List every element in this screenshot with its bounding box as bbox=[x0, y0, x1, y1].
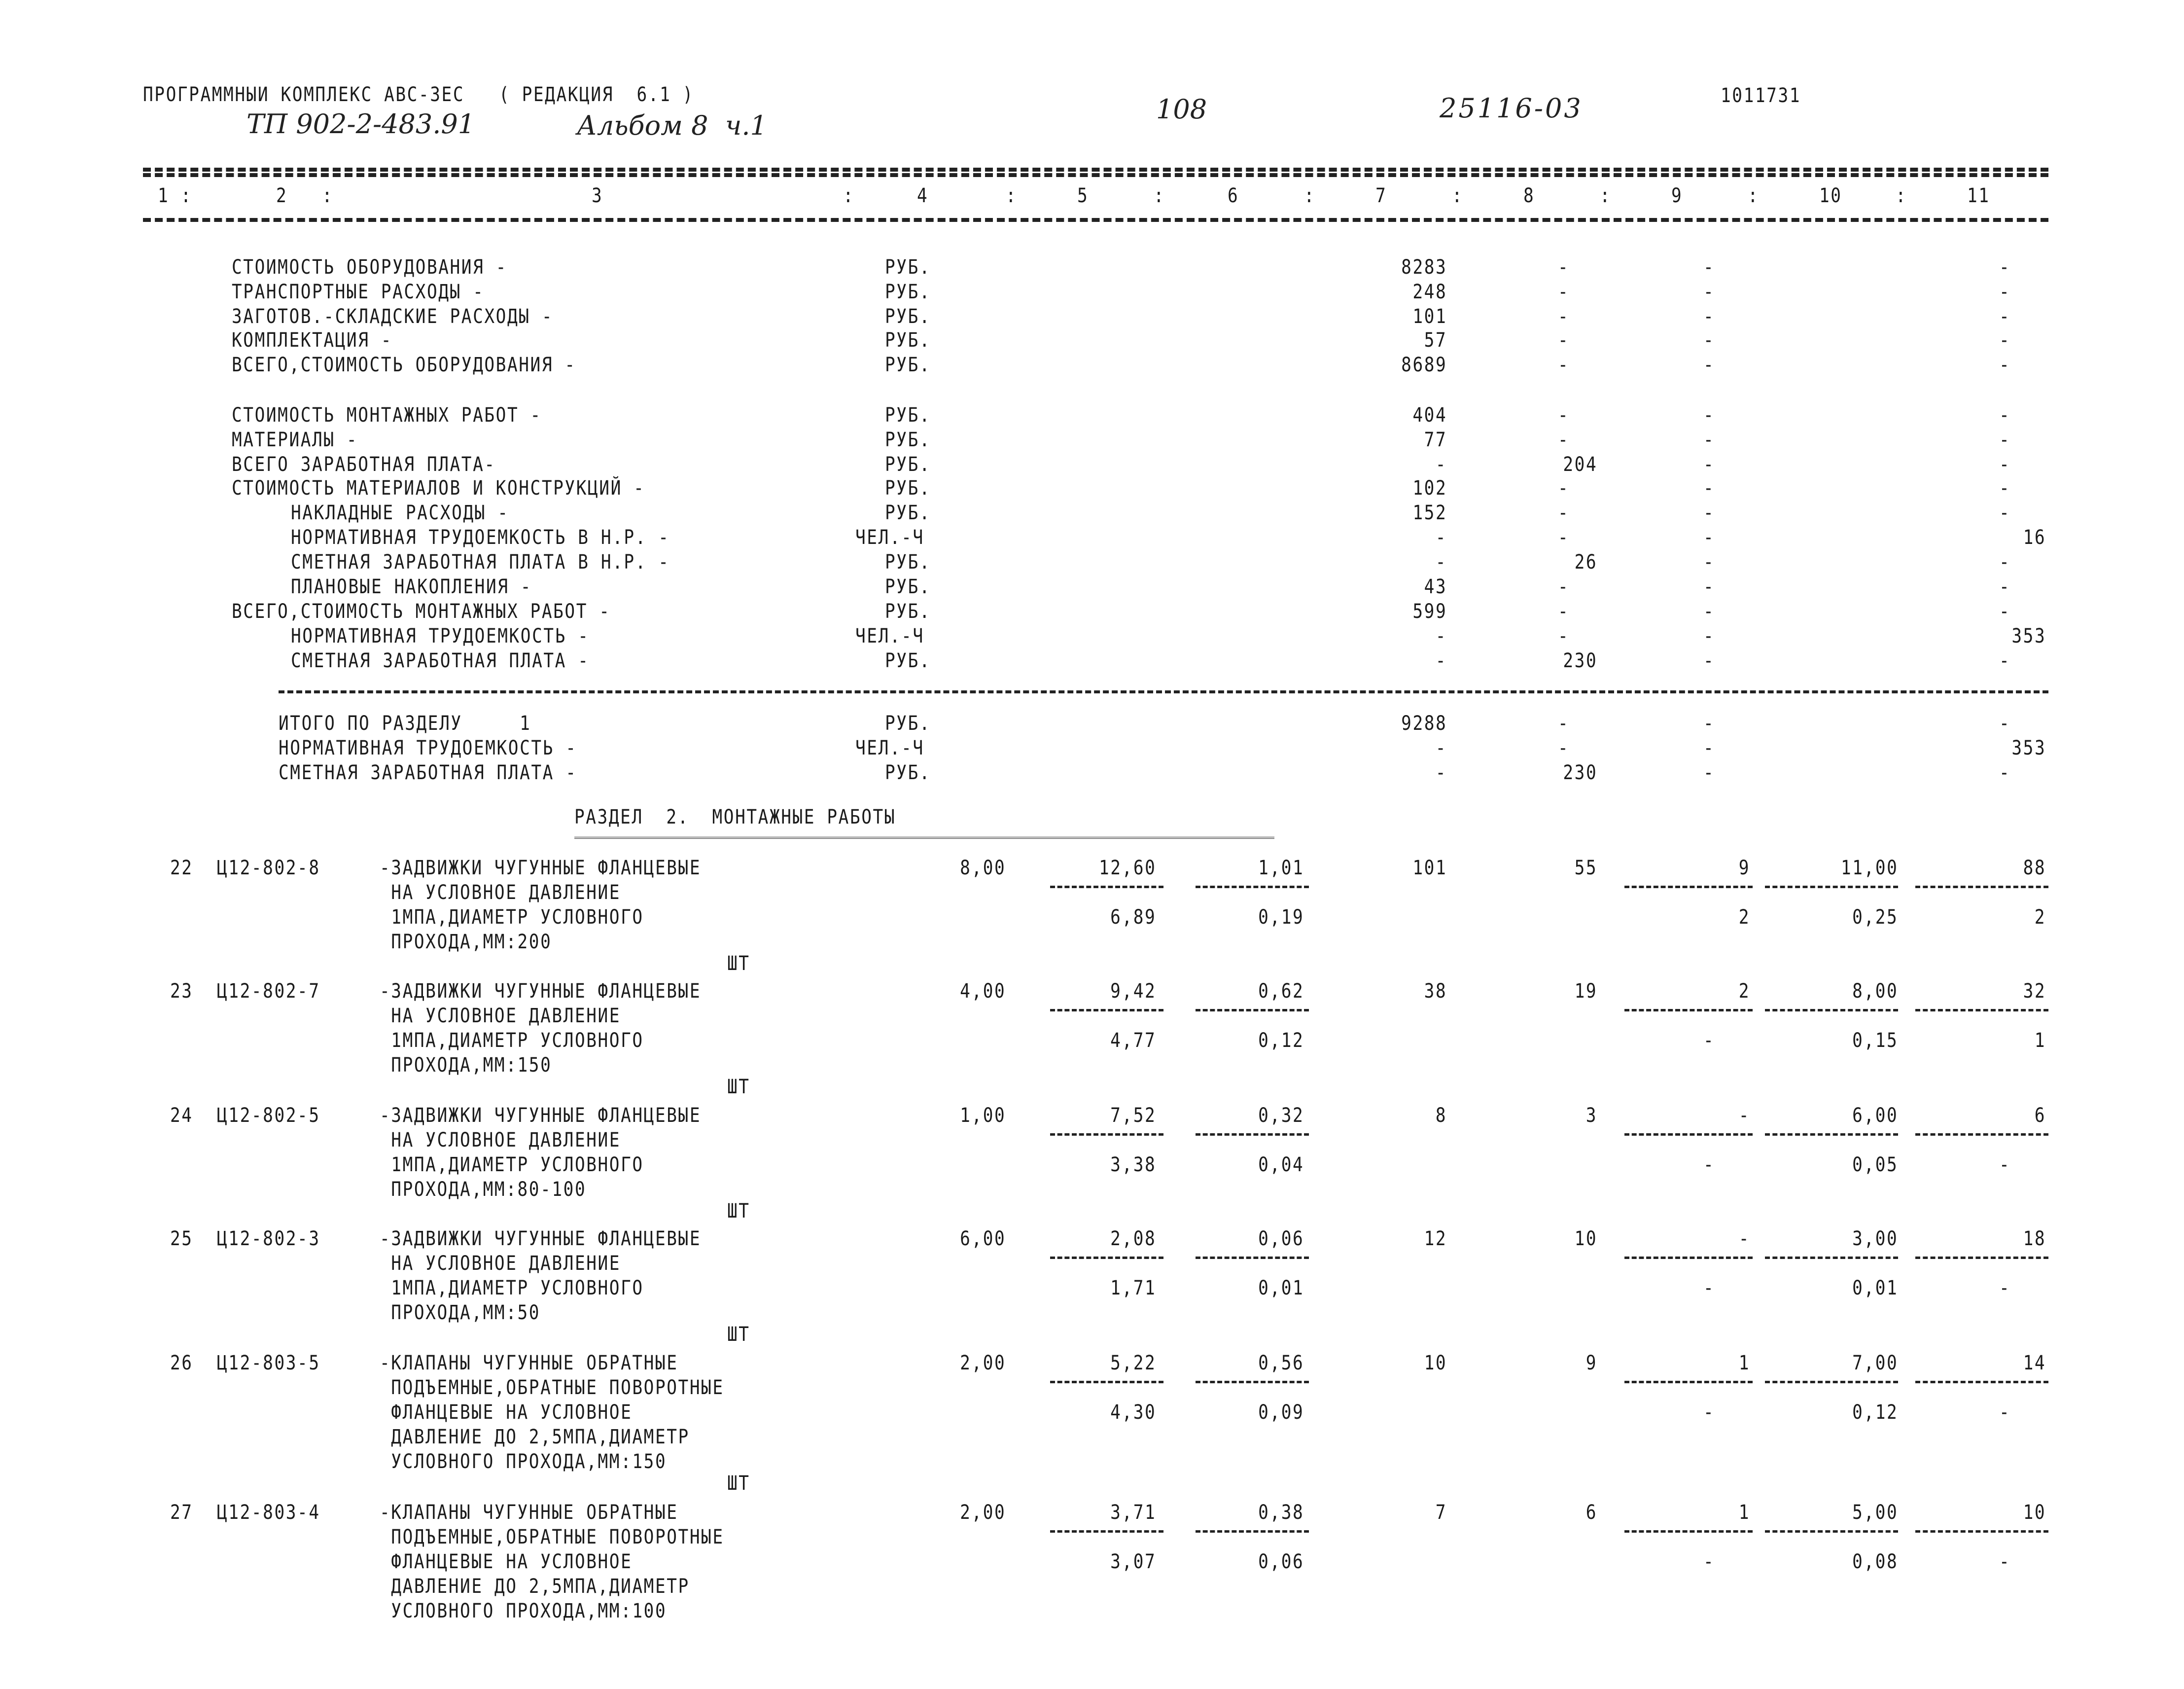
summary-col7: 77 bbox=[1424, 429, 1447, 451]
item-quantity: 4,00 bbox=[959, 980, 1006, 1003]
value-separator bbox=[1624, 1257, 1753, 1259]
summary-col8: - bbox=[1558, 281, 1570, 303]
item-description-line: ПРОХОДА,ММ:150 bbox=[380, 1054, 552, 1077]
item-col7: 7 bbox=[1435, 1501, 1447, 1524]
item-col8: 55 bbox=[1574, 857, 1597, 879]
item-col6-top: 0,06 bbox=[1258, 1227, 1304, 1250]
item-number: 25 bbox=[170, 1227, 193, 1250]
item-col11-bottom: - bbox=[1999, 1550, 2011, 1573]
summary-label: СТОИМОСТЬ МОНТАЖНЫХ РАБОТ - bbox=[232, 404, 542, 427]
item-col8: 9 bbox=[1585, 1352, 1597, 1374]
item-unit: ШТ bbox=[727, 1076, 750, 1098]
summary-unit: РУБ. bbox=[885, 453, 931, 476]
value-separator bbox=[1050, 1133, 1163, 1136]
summary-col11: - bbox=[1999, 649, 2011, 672]
summary-unit: РУБ. bbox=[885, 329, 931, 352]
item-col11-bottom: - bbox=[1999, 1401, 2011, 1424]
summary-col11: - bbox=[1999, 477, 2011, 500]
item-description-line: НА УСЛОВНОЕ ДАВЛЕНИЕ bbox=[380, 1005, 621, 1027]
summary-col9: - bbox=[1703, 526, 1715, 549]
summary-col9: - bbox=[1703, 649, 1715, 672]
col-5-sep: : bbox=[1154, 184, 1165, 207]
col-6-sep: : bbox=[1304, 184, 1316, 207]
item-col11-bottom: 1 bbox=[2034, 1029, 2046, 1052]
summary-col9: - bbox=[1703, 429, 1715, 451]
item-description-line: НА УСЛОВНОЕ ДАВЛЕНИЕ bbox=[380, 1252, 621, 1275]
summary-col7: 599 bbox=[1412, 600, 1447, 623]
item-col10-top: 8,00 bbox=[1852, 980, 1898, 1003]
total-col9: - bbox=[1703, 712, 1715, 735]
item-description-line: ПОДЪЕМНЫЕ,ОБРАТНЫЕ ПОВОРОТНЫЕ bbox=[380, 1526, 724, 1548]
item-col5-top: 7,52 bbox=[1110, 1104, 1156, 1127]
value-separator bbox=[1624, 1530, 1753, 1533]
item-description-line: 1МПА,ДИАМЕТР УСЛОВНОГО bbox=[380, 1153, 644, 1176]
summary-unit: РУБ. bbox=[885, 502, 931, 524]
col-10: 10 bbox=[1819, 184, 1842, 207]
summary-col7: - bbox=[1435, 551, 1447, 574]
summary-col8: - bbox=[1558, 354, 1570, 376]
summary-col8: - bbox=[1558, 404, 1570, 427]
value-separator bbox=[1915, 1530, 2048, 1533]
value-separator bbox=[1050, 886, 1163, 888]
total-col7: - bbox=[1435, 737, 1447, 759]
summary-col11: - bbox=[1999, 354, 2011, 376]
item-code: Ц12-802-8 bbox=[217, 857, 320, 879]
item-col11-bottom: - bbox=[1999, 1153, 2011, 1176]
col-11: 11 bbox=[1967, 184, 1990, 207]
item-col6-top: 0,38 bbox=[1258, 1501, 1304, 1524]
item-col6-bottom: 0,04 bbox=[1258, 1153, 1304, 1176]
total-col8: - bbox=[1558, 712, 1570, 735]
item-col5-top: 3,71 bbox=[1110, 1501, 1156, 1524]
value-separator bbox=[1915, 886, 2048, 888]
item-col9-bottom: - bbox=[1703, 1153, 1715, 1176]
item-number: 23 bbox=[170, 980, 193, 1003]
total-unit: РУБ. bbox=[885, 712, 931, 735]
total-col9: - bbox=[1703, 737, 1715, 759]
item-col9-top: 1 bbox=[1738, 1501, 1750, 1524]
col-1: 1 : bbox=[158, 184, 192, 207]
item-code: Ц12-803-4 bbox=[217, 1501, 320, 1524]
item-col7: 10 bbox=[1424, 1352, 1447, 1374]
item-col8: 6 bbox=[1585, 1501, 1597, 1524]
summary-unit: РУБ. bbox=[885, 404, 931, 427]
summary-unit: ЧЕЛ.-Ч bbox=[855, 625, 924, 647]
item-col7: 8 bbox=[1435, 1104, 1447, 1127]
item-quantity: 2,00 bbox=[959, 1501, 1006, 1524]
summary-col9: - bbox=[1703, 404, 1715, 427]
item-unit: ШТ bbox=[727, 952, 750, 975]
item-description-line: -КЛАПАНЫ ЧУГУННЫЕ ОБРАТНЫЕ bbox=[380, 1501, 678, 1524]
divider bbox=[279, 690, 2048, 693]
item-col5-top: 9,42 bbox=[1110, 980, 1156, 1003]
item-unit: ШТ bbox=[727, 1472, 750, 1495]
summary-col7: - bbox=[1435, 453, 1447, 476]
summary-col8: - bbox=[1558, 429, 1570, 451]
item-col10-bottom: 0,05 bbox=[1852, 1153, 1898, 1176]
col-8-sep: : bbox=[1600, 184, 1612, 207]
item-col5-bottom: 6,89 bbox=[1110, 906, 1156, 929]
item-number: 22 bbox=[170, 857, 193, 879]
summary-unit: РУБ. bbox=[885, 354, 931, 376]
summary-col11: - bbox=[1999, 404, 2011, 427]
item-quantity: 8,00 bbox=[959, 857, 1006, 879]
item-col10-top: 11,00 bbox=[1840, 857, 1898, 879]
col-8: 8 bbox=[1523, 184, 1535, 207]
summary-label: НАКЛАДНЫЕ РАСХОДЫ - bbox=[291, 502, 509, 524]
summary-col11: - bbox=[1999, 600, 2011, 623]
summary-col11: - bbox=[1999, 256, 2011, 279]
item-description-line: ПРОХОДА,ММ:50 bbox=[380, 1301, 541, 1324]
col-3: 3 bbox=[592, 184, 603, 207]
summary-col8: - bbox=[1558, 600, 1570, 623]
divider bbox=[143, 218, 2048, 222]
item-col5-bottom: 3,07 bbox=[1110, 1550, 1156, 1573]
summary-col7: 248 bbox=[1412, 281, 1447, 303]
summary-unit: РУБ. bbox=[885, 551, 931, 574]
item-col9-top: 9 bbox=[1738, 857, 1750, 879]
item-description-line: УСЛОВНОГО ПРОХОДА,ММ:150 bbox=[380, 1450, 667, 1473]
summary-col9: - bbox=[1703, 305, 1715, 328]
item-col11-top: 10 bbox=[2023, 1501, 2046, 1524]
item-col6-bottom: 0,06 bbox=[1258, 1550, 1304, 1573]
summary-col7: 8283 bbox=[1401, 256, 1447, 279]
col-3-sep: : bbox=[843, 184, 855, 207]
summary-col11: - bbox=[1999, 551, 2011, 574]
total-unit: РУБ. bbox=[885, 761, 931, 784]
item-col8: 3 bbox=[1585, 1104, 1597, 1127]
value-separator bbox=[1765, 1009, 1898, 1011]
summary-col9: - bbox=[1703, 256, 1715, 279]
col-7-sep: : bbox=[1452, 184, 1464, 207]
item-col10-bottom: 0,25 bbox=[1852, 906, 1898, 929]
summary-col8: 204 bbox=[1563, 453, 1597, 476]
item-col8: 10 bbox=[1574, 1227, 1597, 1250]
item-description-line: -ЗАДВИЖКИ ЧУГУННЫЕ ФЛАНЦЕВЫЕ bbox=[380, 980, 702, 1003]
summary-col8: - bbox=[1558, 625, 1570, 647]
value-separator bbox=[1765, 1381, 1898, 1383]
total-col7: - bbox=[1435, 761, 1447, 784]
total-col11: - bbox=[1999, 712, 2011, 735]
item-col6-top: 0,62 bbox=[1258, 980, 1304, 1003]
summary-col11: - bbox=[1999, 281, 2011, 303]
summary-label: ВСЕГО,СТОИМОСТЬ ОБОРУДОВАНИЯ - bbox=[232, 354, 576, 376]
total-col8: - bbox=[1558, 737, 1570, 759]
page-number: 108 bbox=[1156, 94, 1207, 125]
item-quantity: 2,00 bbox=[959, 1352, 1006, 1374]
total-unit: ЧЕЛ.-Ч bbox=[855, 737, 924, 759]
total-col11: - bbox=[1999, 761, 2011, 784]
item-col7: 12 bbox=[1424, 1227, 1447, 1250]
item-col10-top: 3,00 bbox=[1852, 1227, 1898, 1250]
summary-label: ПЛАНОВЫЕ НАКОПЛЕНИЯ - bbox=[291, 575, 532, 598]
section-title: РАЗДЕЛ 2. МОНТАЖНЫЕ РАБОТЫ bbox=[574, 806, 896, 828]
item-code: Ц12-802-5 bbox=[217, 1104, 320, 1127]
summary-col8: - bbox=[1558, 477, 1570, 500]
item-description-line: 1МПА,ДИАМЕТР УСЛОВНОГО bbox=[380, 1277, 644, 1299]
item-col5-top: 5,22 bbox=[1110, 1352, 1156, 1374]
item-description-line: ФЛАНЦЕВЫЕ НА УСЛОВНОЕ bbox=[380, 1401, 633, 1424]
item-col5-bottom: 1,71 bbox=[1110, 1277, 1156, 1299]
summary-unit: РУБ. bbox=[885, 429, 931, 451]
summary-unit: ЧЕЛ.-Ч bbox=[855, 526, 924, 549]
doc-code: 25116-03 bbox=[1440, 93, 1583, 124]
item-description-line: НА УСЛОВНОЕ ДАВЛЕНИЕ bbox=[380, 881, 621, 904]
summary-unit: РУБ. bbox=[885, 281, 931, 303]
item-description-line: -ЗАДВИЖКИ ЧУГУННЫЕ ФЛАНЦЕВЫЕ bbox=[380, 857, 702, 879]
item-col5-bottom: 4,77 bbox=[1110, 1029, 1156, 1052]
item-col6-top: 1,01 bbox=[1258, 857, 1304, 879]
summary-label: СМЕТНАЯ ЗАРАБОТНАЯ ПЛАТА - bbox=[291, 649, 590, 672]
item-description-line: ПРОХОДА,ММ:80-100 bbox=[380, 1178, 587, 1201]
item-col6-top: 0,56 bbox=[1258, 1352, 1304, 1374]
summary-label: ЗАГОТОВ.-СКЛАДСКИЕ РАСХОДЫ - bbox=[232, 305, 554, 328]
total-col7: 9288 bbox=[1401, 712, 1447, 735]
total-label: ИТОГО ПО РАЗДЕЛУ 1 bbox=[279, 712, 531, 735]
summary-label: ВСЕГО ЗАРАБОТНАЯ ПЛАТА- bbox=[232, 453, 496, 476]
summary-unit: РУБ. bbox=[885, 600, 931, 623]
summary-col7: - bbox=[1435, 625, 1447, 647]
item-col11-top: 18 bbox=[2023, 1227, 2046, 1250]
summary-col9: - bbox=[1703, 625, 1715, 647]
item-description-line: УСЛОВНОГО ПРОХОДА,ММ:100 bbox=[380, 1600, 667, 1622]
item-col5-top: 12,60 bbox=[1098, 857, 1156, 879]
item-col10-bottom: 0,08 bbox=[1852, 1550, 1898, 1573]
item-description-line: ПОДЪЕМНЫЕ,ОБРАТНЫЕ ПОВОРОТНЫЕ bbox=[380, 1376, 724, 1399]
summary-col7: - bbox=[1435, 526, 1447, 549]
summary-col9: - bbox=[1703, 281, 1715, 303]
summary-col11: - bbox=[1999, 575, 2011, 598]
section-underline bbox=[574, 837, 1274, 841]
item-col5-bottom: 4,30 bbox=[1110, 1401, 1156, 1424]
item-unit: ШТ bbox=[727, 1323, 750, 1346]
summary-col9: - bbox=[1703, 477, 1715, 500]
item-col9-bottom: - bbox=[1703, 1550, 1715, 1573]
summary-col7: 404 bbox=[1412, 404, 1447, 427]
item-col7: 38 bbox=[1424, 980, 1447, 1003]
summary-unit: РУБ. bbox=[885, 256, 931, 279]
project-number: ТП 902-2-483.91 bbox=[247, 108, 475, 140]
value-separator bbox=[1196, 1257, 1309, 1259]
summary-col7: 57 bbox=[1424, 329, 1447, 352]
summary-col11: - bbox=[1999, 429, 2011, 451]
value-separator bbox=[1915, 1133, 2048, 1136]
program-title: ПРОГРАММНЫИ КОМПЛЕКС АВС-3ЕС ( РЕДАКЦИЯ 6.1 ) bbox=[143, 83, 694, 106]
item-col8: 19 bbox=[1574, 980, 1597, 1003]
summary-label: ВСЕГО,СТОИМОСТЬ МОНТАЖНЫХ РАБОТ - bbox=[232, 600, 611, 623]
item-col9-top: - bbox=[1738, 1104, 1750, 1127]
item-col11-top: 14 bbox=[2023, 1352, 2046, 1374]
summary-unit: РУБ. bbox=[885, 305, 931, 328]
total-label: НОРМАТИВНАЯ ТРУДОЕМКОСТЬ - bbox=[279, 737, 577, 759]
value-separator bbox=[1624, 886, 1753, 888]
item-col10-bottom: 0,01 bbox=[1852, 1277, 1898, 1299]
summary-col9: - bbox=[1703, 329, 1715, 352]
item-number: 26 bbox=[170, 1352, 193, 1374]
value-separator bbox=[1196, 1009, 1309, 1011]
col-9-sep: : bbox=[1748, 184, 1760, 207]
summary-label: НОРМАТИВНАЯ ТРУДОЕМКОСТЬ В Н.Р. - bbox=[291, 526, 670, 549]
item-description-line: 1МПА,ДИАМЕТР УСЛОВНОГО bbox=[380, 1029, 644, 1052]
value-separator bbox=[1765, 886, 1898, 888]
value-separator bbox=[1196, 1530, 1309, 1533]
item-col6-top: 0,32 bbox=[1258, 1104, 1304, 1127]
item-col5-top: 2,08 bbox=[1110, 1227, 1156, 1250]
item-quantity: 6,00 bbox=[959, 1227, 1006, 1250]
summary-col9: - bbox=[1703, 600, 1715, 623]
value-separator bbox=[1050, 1257, 1163, 1259]
summary-col11: - bbox=[1999, 502, 2011, 524]
value-separator bbox=[1915, 1257, 2048, 1259]
item-description-line: -ЗАДВИЖКИ ЧУГУННЫЕ ФЛАНЦЕВЫЕ bbox=[380, 1227, 702, 1250]
item-col11-top: 88 bbox=[2023, 857, 2046, 879]
item-code: Ц12-802-7 bbox=[217, 980, 320, 1003]
item-description-line: ДАВЛЕНИЕ ДО 2,5МПА,ДИАМЕТР bbox=[380, 1575, 690, 1598]
value-separator bbox=[1915, 1381, 2048, 1383]
col-5: 5 bbox=[1077, 184, 1089, 207]
value-separator bbox=[1765, 1133, 1898, 1136]
value-separator bbox=[1765, 1257, 1898, 1259]
item-description-line: ФЛАНЦЕВЫЕ НА УСЛОВНОЕ bbox=[380, 1550, 633, 1573]
value-separator bbox=[1196, 886, 1309, 888]
value-separator bbox=[1196, 1381, 1309, 1383]
item-col11-bottom: - bbox=[1999, 1277, 2011, 1299]
summary-col11: 16 bbox=[2023, 526, 2046, 549]
item-col11-top: 6 bbox=[2034, 1104, 2046, 1127]
value-separator bbox=[1915, 1009, 2048, 1011]
summary-col7: 8689 bbox=[1401, 354, 1447, 376]
item-col7: 101 bbox=[1412, 857, 1447, 879]
col-6: 6 bbox=[1228, 184, 1239, 207]
divider bbox=[143, 168, 2048, 172]
item-col9-bottom: - bbox=[1703, 1029, 1715, 1052]
item-col10-bottom: 0,15 bbox=[1852, 1029, 1898, 1052]
item-code: Ц12-803-5 bbox=[217, 1352, 320, 1374]
col-9: 9 bbox=[1671, 184, 1683, 207]
summary-label: СТОИМОСТЬ МАТЕРИАЛОВ И КОНСТРУКЦИЙ - bbox=[232, 477, 645, 500]
summary-col8: - bbox=[1558, 256, 1570, 279]
value-separator bbox=[1050, 1009, 1163, 1011]
summary-label: КОМПЛЕКТАЦИЯ - bbox=[232, 329, 393, 352]
value-separator bbox=[1050, 1381, 1163, 1383]
col-2: 2 : bbox=[276, 184, 334, 207]
item-col6-bottom: 0,12 bbox=[1258, 1029, 1304, 1052]
registry-number: 1011731 bbox=[1721, 84, 1801, 107]
summary-col8: - bbox=[1558, 502, 1570, 524]
summary-col8: - bbox=[1558, 575, 1570, 598]
item-col6-bottom: 0,01 bbox=[1258, 1277, 1304, 1299]
item-col11-top: 32 bbox=[2023, 980, 2046, 1003]
summary-col7: 152 bbox=[1412, 502, 1447, 524]
summary-col8: - bbox=[1558, 329, 1570, 352]
summary-col8: - bbox=[1558, 526, 1570, 549]
item-col11-bottom: 2 bbox=[2034, 906, 2046, 929]
col-10-sep: : bbox=[1896, 184, 1907, 207]
col-4-sep: : bbox=[1006, 184, 1018, 207]
summary-col11: - bbox=[1999, 305, 2011, 328]
summary-col8: - bbox=[1558, 305, 1570, 328]
item-col9-bottom: - bbox=[1703, 1277, 1715, 1299]
summary-col7: 101 bbox=[1412, 305, 1447, 328]
summary-col7: - bbox=[1435, 649, 1447, 672]
value-separator bbox=[1196, 1133, 1309, 1136]
summary-label: СТОИМОСТЬ ОБОРУДОВАНИЯ - bbox=[232, 256, 507, 279]
col-7: 7 bbox=[1375, 184, 1387, 207]
item-col9-bottom: - bbox=[1703, 1401, 1715, 1424]
item-description-line: -КЛАПАНЫ ЧУГУННЫЕ ОБРАТНЫЕ bbox=[380, 1352, 678, 1374]
value-separator bbox=[1050, 1530, 1163, 1533]
item-unit: ШТ bbox=[727, 1200, 750, 1222]
summary-unit: РУБ. bbox=[885, 649, 931, 672]
item-quantity: 1,00 bbox=[959, 1104, 1006, 1127]
divider bbox=[143, 173, 2048, 177]
value-separator bbox=[1624, 1133, 1753, 1136]
value-separator bbox=[1765, 1530, 1898, 1533]
album-label: Альбом 8 ч.1 bbox=[577, 110, 767, 141]
summary-label: СМЕТНАЯ ЗАРАБОТНАЯ ПЛАТА В Н.Р. - bbox=[291, 551, 670, 574]
total-label: СМЕТНАЯ ЗАРАБОТНАЯ ПЛАТА - bbox=[279, 761, 577, 784]
summary-col7: 43 bbox=[1424, 575, 1447, 598]
summary-col9: - bbox=[1703, 575, 1715, 598]
item-col5-bottom: 3,38 bbox=[1110, 1153, 1156, 1176]
item-col10-top: 5,00 bbox=[1852, 1501, 1898, 1524]
summary-col8: 230 bbox=[1563, 649, 1597, 672]
item-col6-bottom: 0,19 bbox=[1258, 906, 1304, 929]
total-col11: 353 bbox=[2011, 737, 2046, 759]
item-col9-top: - bbox=[1738, 1227, 1750, 1250]
item-col10-top: 7,00 bbox=[1852, 1352, 1898, 1374]
summary-col11: - bbox=[1999, 329, 2011, 352]
item-number: 24 bbox=[170, 1104, 193, 1127]
summary-label: НОРМАТИВНАЯ ТРУДОЕМКОСТЬ - bbox=[291, 625, 590, 647]
item-number: 27 bbox=[170, 1501, 193, 1524]
col-4: 4 bbox=[917, 184, 929, 207]
summary-col9: - bbox=[1703, 551, 1715, 574]
summary-col11: 353 bbox=[2011, 625, 2046, 647]
total-col9: - bbox=[1703, 761, 1715, 784]
summary-col7: 102 bbox=[1412, 477, 1447, 500]
item-col9-top: 1 bbox=[1738, 1352, 1750, 1374]
total-col8: 230 bbox=[1563, 761, 1597, 784]
item-col10-bottom: 0,12 bbox=[1852, 1401, 1898, 1424]
summary-col9: - bbox=[1703, 502, 1715, 524]
summary-col9: - bbox=[1703, 354, 1715, 376]
summary-unit: РУБ. bbox=[885, 575, 931, 598]
summary-col9: - bbox=[1703, 453, 1715, 476]
item-col9-bottom: 2 bbox=[1738, 906, 1750, 929]
summary-label: ТРАНСПОРТНЫЕ РАСХОДЫ - bbox=[232, 281, 485, 303]
summary-unit: РУБ. bbox=[885, 477, 931, 500]
item-description-line: НА УСЛОВНОЕ ДАВЛЕНИЕ bbox=[380, 1129, 621, 1151]
item-col9-top: 2 bbox=[1738, 980, 1750, 1003]
item-col6-bottom: 0,09 bbox=[1258, 1401, 1304, 1424]
summary-label: МАТЕРИАЛЫ - bbox=[232, 429, 358, 451]
value-separator bbox=[1624, 1381, 1753, 1383]
summary-col11: - bbox=[1999, 453, 2011, 476]
item-description-line: ПРОХОДА,ММ:200 bbox=[380, 931, 552, 953]
value-separator bbox=[1624, 1009, 1753, 1011]
item-description-line: 1МПА,ДИАМЕТР УСЛОВНОГО bbox=[380, 906, 644, 929]
item-code: Ц12-802-3 bbox=[217, 1227, 320, 1250]
item-description-line: -ЗАДВИЖКИ ЧУГУННЫЕ ФЛАНЦЕВЫЕ bbox=[380, 1104, 702, 1127]
item-description-line: ДАВЛЕНИЕ ДО 2,5МПА,ДИАМЕТР bbox=[380, 1426, 690, 1448]
item-col10-top: 6,00 bbox=[1852, 1104, 1898, 1127]
summary-col8: 26 bbox=[1574, 551, 1597, 574]
